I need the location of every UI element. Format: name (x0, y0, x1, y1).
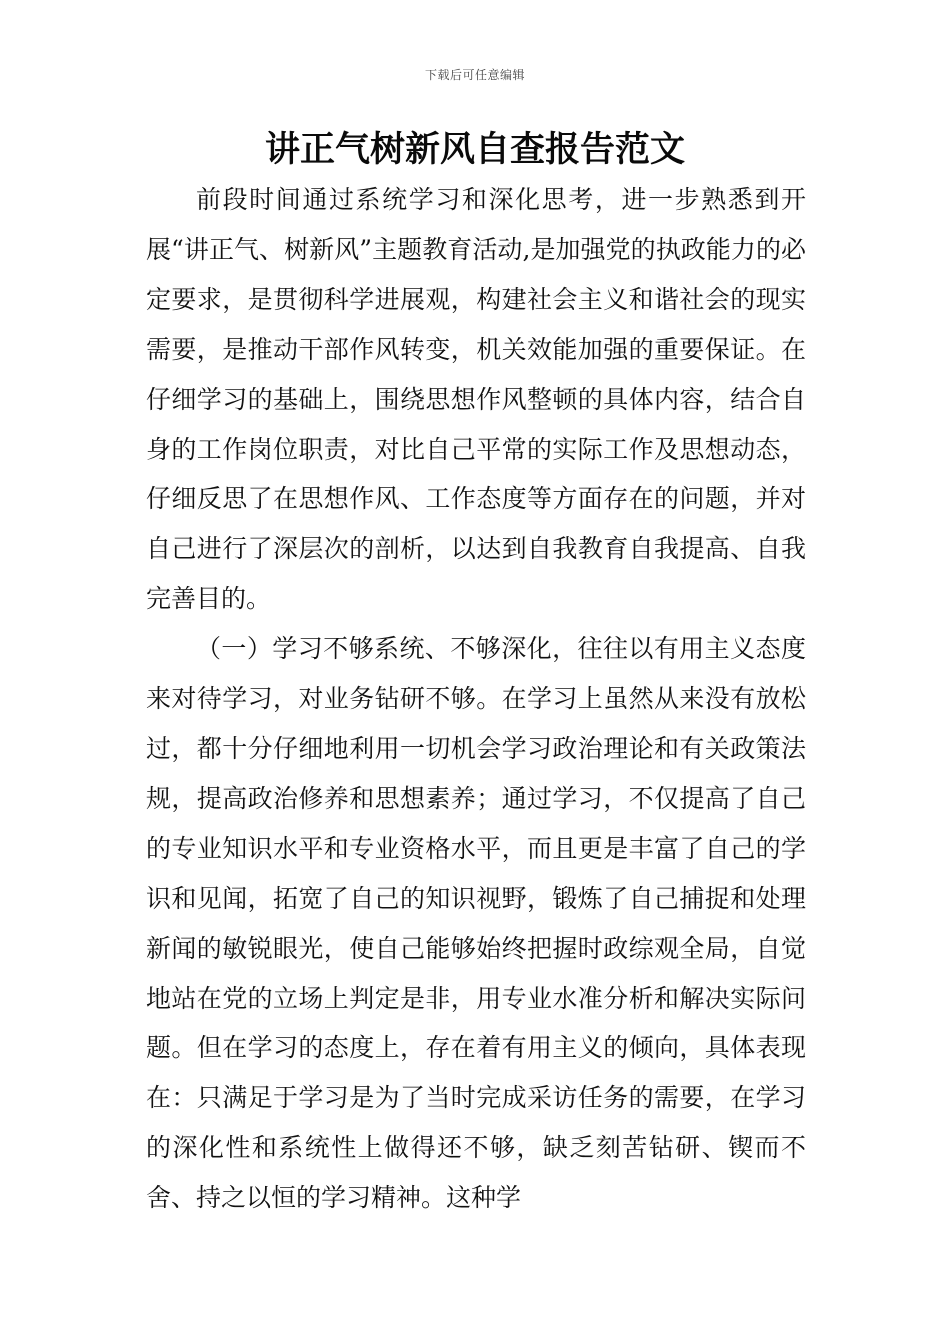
paragraph-section-1: （一）学习不够系统、不够深化，往往以有用主义态度来对待学习，对业务钻研不够。在学习上虽然从来没有放松过，都十分仔细地利用一切机会学习政治理论和有关政策法规，提高政治修养和思想素养；通过学习，不仅提高了自己的专业知识水平和专业资格水平，而且更是丰富了自己的学识和见闻，拓宽了自己的知识视野，锻炼了自己捕捉和处理新闻的敏锐眼光，使自己能够始终把握时政综观全局，自觉地站在党的立场上判定是非，用专业水准分析和解决实际问题。但在学习的态度上，存在着有用主义的倾向，具体表现在：只满足于学习是为了当时完成采访任务的需要，在学习的深化性和系统性上做得还不够，缺乏刻苦钻研、锲而不舍、持之以恒的学习精神。这种学 (146, 634, 806, 1213)
document-body (146, 175, 806, 1223)
document-title: 讲正气树新风自查报告范文 (264, 130, 685, 170)
paragraph-intro: 前段时间通过系统学习和深化思考，进一步熟悉到开展“讲正气、树新风”主题教育活动,是加强党的执政能力的必定要求，是贯彻科学进展观，构建社会主义和谐社会的现实需要，是推动干部作风转变，机关效能加强的重要保证。在仔细学习的基础上，围绕思想作风整顿的具体内容，结合自身的工作岗位职责，对比自己平常的实际工作及思想动态，仔细反思了在思想作风、工作态度等方面存在的问题，并对自己进行了深层次的剖析，以达到自我教育自我提高、自我完善目的。 (146, 185, 806, 614)
header-note: 下载后可任意编辑 (424, 68, 525, 82)
